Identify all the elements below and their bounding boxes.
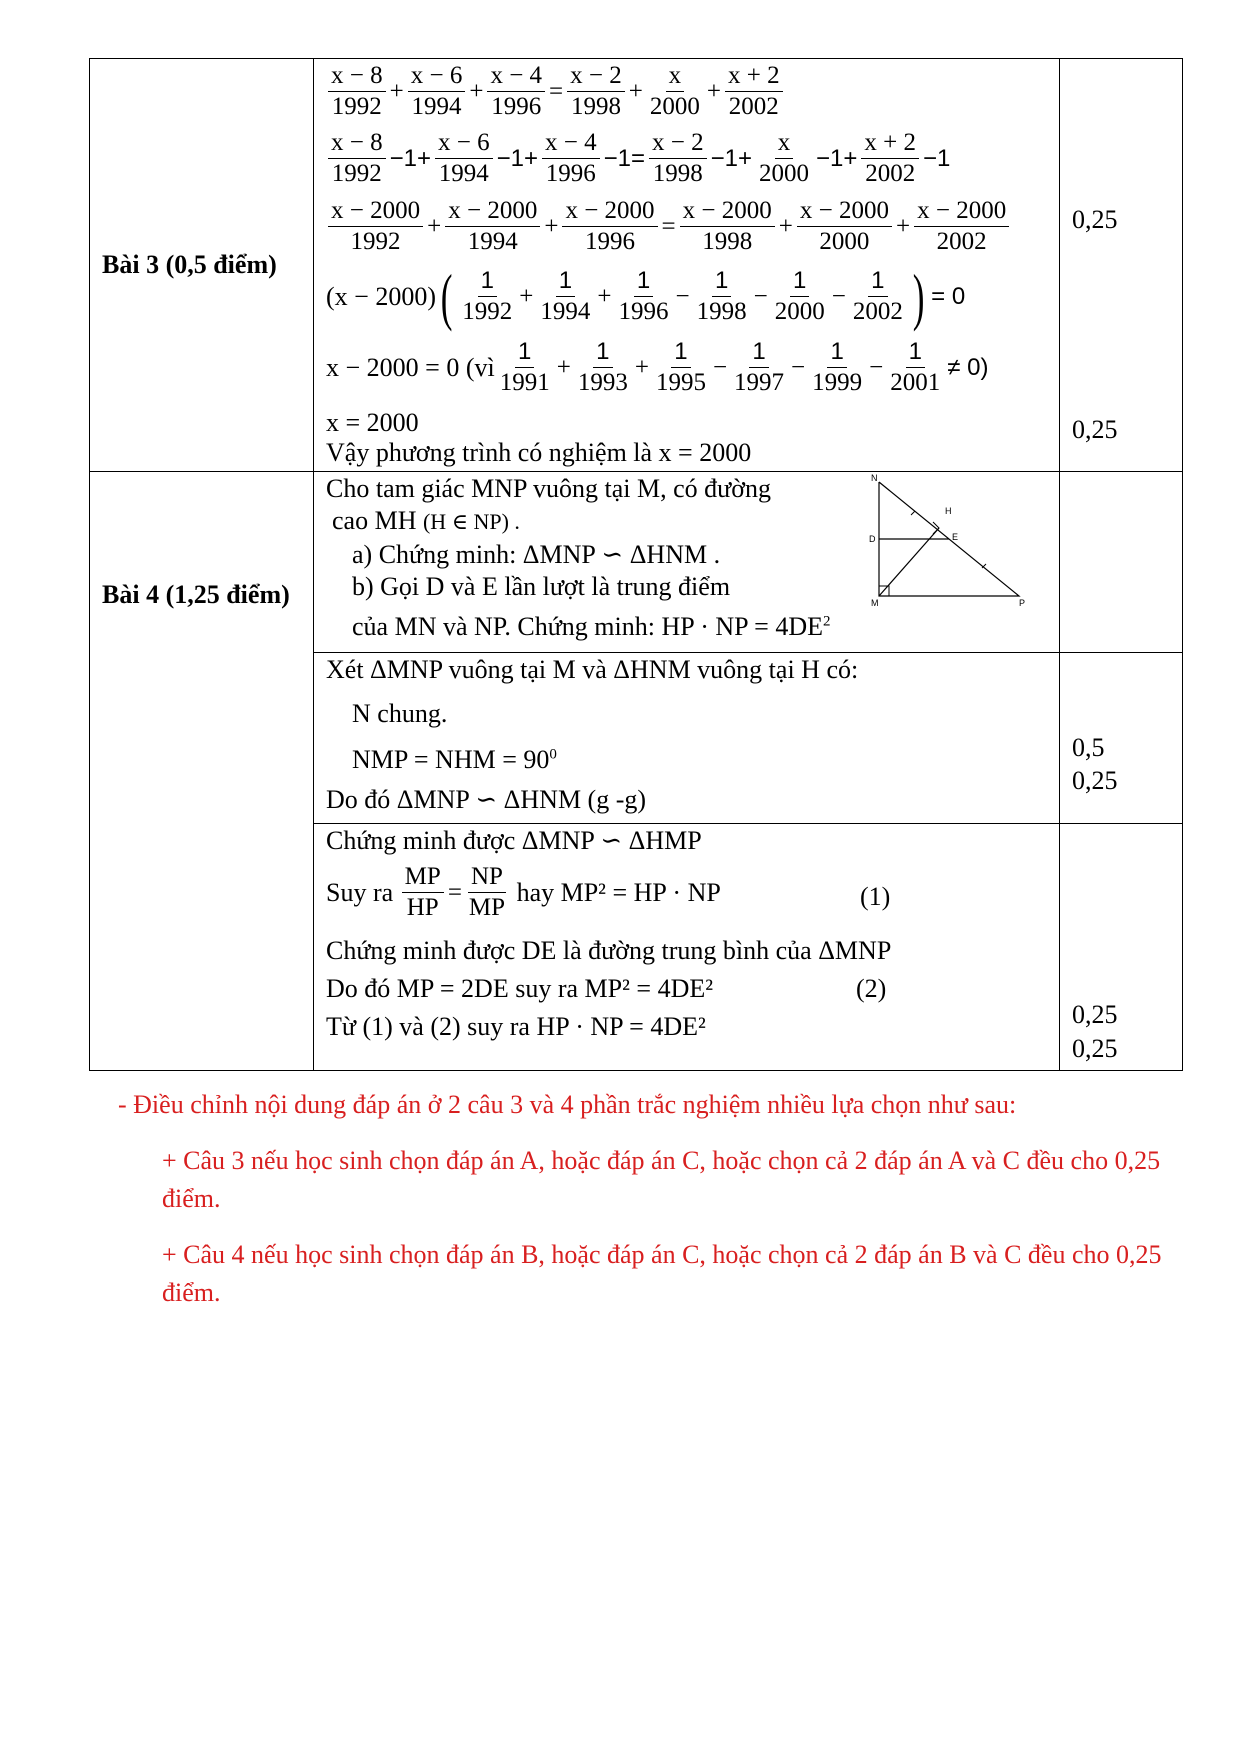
score: 0,25 bbox=[1072, 205, 1118, 234]
operator: + bbox=[556, 353, 571, 381]
operator: + bbox=[389, 77, 404, 105]
operator: + bbox=[519, 282, 534, 310]
operator: + bbox=[778, 212, 793, 240]
denominator: 1998 bbox=[570, 93, 621, 120]
numerator: x + 2 bbox=[861, 128, 919, 159]
operator: − bbox=[753, 282, 768, 310]
operator: + bbox=[427, 212, 442, 240]
operator: + bbox=[597, 282, 612, 310]
denominator: 2002 bbox=[852, 298, 903, 325]
numerator: x − 4 bbox=[542, 128, 600, 159]
part-b-line: Chứng minh được ΔMNP ∽ ΔHMP bbox=[326, 826, 702, 855]
denominator: 1997 bbox=[734, 369, 785, 396]
numerator: 1 bbox=[671, 337, 690, 368]
operator: + bbox=[544, 212, 559, 240]
conclusion: Vậy phương trình có nghiệm là x = 2000 bbox=[326, 438, 752, 467]
fraction bbox=[328, 196, 423, 257]
denominator: 1998 bbox=[696, 298, 747, 325]
fraction bbox=[861, 128, 919, 189]
score: 0,25 bbox=[1072, 766, 1118, 795]
triangle-figure bbox=[849, 472, 1029, 612]
numerator: x − 2000 bbox=[445, 196, 540, 227]
bai3-label: Bài 3 (0,5 điểm) bbox=[102, 250, 277, 279]
numerator: x − 8 bbox=[328, 128, 386, 159]
part-a-line: Do đó ΔMNP ∽ ΔHNM (g -g) bbox=[326, 785, 647, 814]
part-b-line: Do đó MP = 2DE suy ra MP² = 4DE² bbox=[326, 974, 714, 1003]
denominator: 1996 bbox=[618, 298, 669, 325]
expression: x − 2000 = 0 (vì bbox=[326, 352, 495, 382]
operator: + bbox=[628, 77, 643, 105]
denominator: 1992 bbox=[331, 93, 382, 120]
bai3-solution-cell bbox=[314, 59, 1060, 472]
eq-line-4 bbox=[326, 260, 967, 332]
fraction bbox=[328, 128, 386, 189]
denominator: 1993 bbox=[577, 369, 628, 396]
score: 0,25 bbox=[1072, 1000, 1118, 1029]
point-label: D bbox=[869, 534, 876, 544]
part-a-line: Xét ΔMNP vuông tại M và ΔHNM vuông tại H có: bbox=[326, 655, 859, 684]
denominator: 1995 bbox=[655, 369, 706, 396]
note-item: + Câu 3 nếu học sinh chọn đáp án A, hoặc đáp án C, hoặc chọn cả 2 đáp án A và C đều cho 0,25 điểm. bbox=[162, 1146, 1161, 1213]
bai4-question-row bbox=[90, 472, 1183, 653]
denominator: 1999 bbox=[812, 369, 863, 396]
eq-line-6: x = 2000 bbox=[326, 408, 419, 437]
fraction bbox=[680, 196, 775, 257]
operator: = bbox=[549, 77, 564, 105]
operator: = 0 bbox=[931, 282, 966, 310]
fraction bbox=[756, 128, 812, 189]
note-heading: - Điều chỉnh nội dung đáp án ở 2 câu 3 và 4 phần trắc nghiệm nhiều lựa chọn như sau: bbox=[118, 1090, 1017, 1119]
fraction bbox=[328, 61, 386, 122]
numerator: x − 4 bbox=[487, 61, 545, 92]
numerator: 1 bbox=[556, 266, 575, 297]
paren: ( bbox=[440, 260, 453, 332]
denominator: 2002 bbox=[865, 160, 916, 187]
fraction bbox=[694, 266, 750, 327]
part-a-score bbox=[1060, 653, 1183, 824]
fraction bbox=[725, 61, 783, 122]
question-b-cont: của MN và NP. Chứng minh: HP · NP = $4DE^2$ bbox=[352, 612, 831, 641]
part-a-line: N chung. bbox=[352, 699, 448, 728]
numerator: x bbox=[666, 61, 685, 92]
fraction bbox=[653, 337, 709, 398]
part-a-line: NMP = NHM = $90^0$ bbox=[352, 745, 557, 774]
fraction bbox=[647, 61, 703, 122]
operator: −1+ bbox=[816, 144, 858, 172]
denominator: 1996 bbox=[584, 228, 635, 255]
fraction bbox=[408, 61, 466, 122]
operator: − bbox=[831, 282, 846, 310]
denominator: 2001 bbox=[890, 369, 941, 396]
numerator: x − 2 bbox=[567, 61, 625, 92]
equation-tag: (2) bbox=[856, 974, 887, 1003]
point-label: E bbox=[952, 532, 959, 542]
denominator: 1994 bbox=[467, 228, 518, 255]
fraction bbox=[435, 128, 493, 189]
numerator: x − 2 bbox=[649, 128, 707, 159]
eq-line-2 bbox=[326, 128, 952, 189]
fraction bbox=[809, 337, 865, 398]
numerator: x − 2000 bbox=[562, 196, 657, 227]
numerator: 1 bbox=[749, 337, 768, 368]
fraction bbox=[537, 266, 593, 327]
numerator: 1 bbox=[712, 266, 731, 297]
eq-line-5 bbox=[326, 337, 990, 398]
numerator: 1 bbox=[790, 266, 809, 297]
fraction bbox=[850, 266, 906, 327]
bai3-score-cell bbox=[1060, 59, 1183, 472]
numerator: 1 bbox=[827, 337, 846, 368]
numerator: 1 bbox=[478, 266, 497, 297]
fraction bbox=[567, 61, 625, 122]
denominator: 1992 bbox=[350, 228, 401, 255]
numerator: x bbox=[775, 128, 794, 159]
part-b-score bbox=[1060, 824, 1183, 1071]
operator: − bbox=[675, 282, 690, 310]
numerator: x − 6 bbox=[435, 128, 493, 159]
denominator: 2000 bbox=[774, 298, 825, 325]
eq-line-1 bbox=[326, 61, 785, 122]
denominator: 1996 bbox=[491, 93, 542, 120]
denominator: 2002 bbox=[728, 93, 779, 120]
numerator: x − 2000 bbox=[328, 196, 423, 227]
fraction bbox=[445, 196, 540, 257]
part-b-cell bbox=[314, 824, 1060, 1071]
bai3-label-cell bbox=[90, 59, 314, 472]
operator: = bbox=[661, 212, 676, 240]
fraction bbox=[797, 196, 892, 257]
question-text: Cho tam giác MNP vuông tại M, có đường bbox=[326, 474, 772, 503]
question-text: cao MH (H ∈ NP) . bbox=[332, 506, 520, 535]
part-b-line: Từ (1) và (2) suy ra HP · NP = 4DE² bbox=[326, 1012, 706, 1041]
numerator: 1 bbox=[593, 337, 612, 368]
fraction bbox=[562, 196, 657, 257]
part-b-line: Chứng minh được DE là đường trung bình của ΔMNP bbox=[326, 936, 892, 965]
expression: (x − 2000) bbox=[326, 281, 436, 311]
note-item: + Câu 4 nếu học sinh chọn đáp án B, hoặc đáp án C, hoặc chọn cả 2 đáp án B và C đều cho 0,25 điểm. bbox=[162, 1240, 1162, 1307]
denominator: 1998 bbox=[652, 160, 703, 187]
equation-tag: (1) bbox=[860, 882, 891, 911]
denominator: 2002 bbox=[936, 228, 987, 255]
denominator: 2000 bbox=[649, 93, 700, 120]
paren: ) bbox=[912, 260, 925, 332]
fraction bbox=[542, 128, 600, 189]
numerator: x − 8 bbox=[328, 61, 386, 92]
operator: + bbox=[469, 77, 484, 105]
denominator: 1991 bbox=[499, 369, 550, 396]
operator: − bbox=[869, 353, 884, 381]
bai4-question-cell bbox=[314, 472, 1060, 653]
score: 0,25 bbox=[1072, 415, 1118, 444]
fraction bbox=[575, 337, 631, 398]
point-label: P bbox=[1019, 598, 1026, 608]
bai4-label-cell bbox=[90, 472, 314, 1071]
question-b: b) Gọi D và E lần lượt là trung điểm bbox=[352, 572, 731, 601]
fraction bbox=[616, 266, 672, 327]
denominator: 1992 bbox=[331, 160, 382, 187]
denominator: 1996 bbox=[545, 160, 596, 187]
operator: −1+ bbox=[389, 144, 431, 172]
fraction bbox=[497, 337, 553, 398]
fraction bbox=[487, 61, 545, 122]
numerator: x − 2000 bbox=[797, 196, 892, 227]
numerator: x − 6 bbox=[408, 61, 466, 92]
denominator: 2000 bbox=[819, 228, 870, 255]
numerator: 1 bbox=[906, 337, 925, 368]
operator: + bbox=[895, 212, 911, 240]
numerator: 1 bbox=[634, 266, 653, 297]
bai4-label: Bài 4 (1,25 điểm) bbox=[102, 580, 290, 609]
denominator: 2000 bbox=[759, 160, 809, 187]
fraction bbox=[459, 266, 515, 327]
denominator: 1994 bbox=[438, 160, 489, 187]
numerator: x − 2000 bbox=[914, 196, 1009, 227]
score: 0,25 bbox=[1072, 1034, 1118, 1063]
point-label: N bbox=[871, 473, 878, 483]
denominator: 1998 bbox=[702, 228, 753, 255]
operator: + bbox=[634, 353, 649, 381]
operator: − bbox=[712, 353, 728, 381]
part-b-line: Suy ra $\frac{MP}{HP}$ = $\frac{NP}{MP}$ hay MP² = HP · NP bbox=[326, 863, 721, 921]
numerator: 1 bbox=[515, 337, 534, 368]
denominator: 1992 bbox=[462, 298, 513, 325]
fraction bbox=[914, 196, 1009, 257]
operator: −1+ bbox=[496, 144, 538, 172]
denominator: 1994 bbox=[411, 93, 462, 120]
operator: −1 bbox=[923, 144, 951, 172]
fraction bbox=[887, 337, 943, 398]
point-label: H bbox=[945, 506, 952, 516]
score: 0,5 bbox=[1072, 733, 1105, 762]
operator: ≠ 0) bbox=[947, 353, 989, 381]
question-a: a) Chứng minh: ΔMNP ∽ ΔHNM . bbox=[352, 540, 721, 569]
operator: −1= bbox=[603, 144, 645, 172]
numerator: x − 2000 bbox=[680, 196, 775, 227]
bai3-row bbox=[90, 59, 1183, 472]
numerator: x + 2 bbox=[725, 61, 783, 92]
operator: − bbox=[791, 353, 806, 381]
eq-line-3 bbox=[326, 196, 1011, 257]
point-label: M bbox=[871, 598, 879, 608]
answer-table bbox=[89, 58, 1183, 1071]
operator: + bbox=[706, 77, 721, 105]
operator: −1+ bbox=[710, 144, 752, 172]
fraction bbox=[649, 128, 707, 189]
numerator: 1 bbox=[868, 266, 887, 297]
part-a-cell bbox=[314, 653, 1060, 824]
denominator: 1994 bbox=[540, 298, 591, 325]
fraction bbox=[772, 266, 828, 327]
bai4-question-score bbox=[1060, 472, 1183, 653]
fraction bbox=[731, 337, 787, 398]
